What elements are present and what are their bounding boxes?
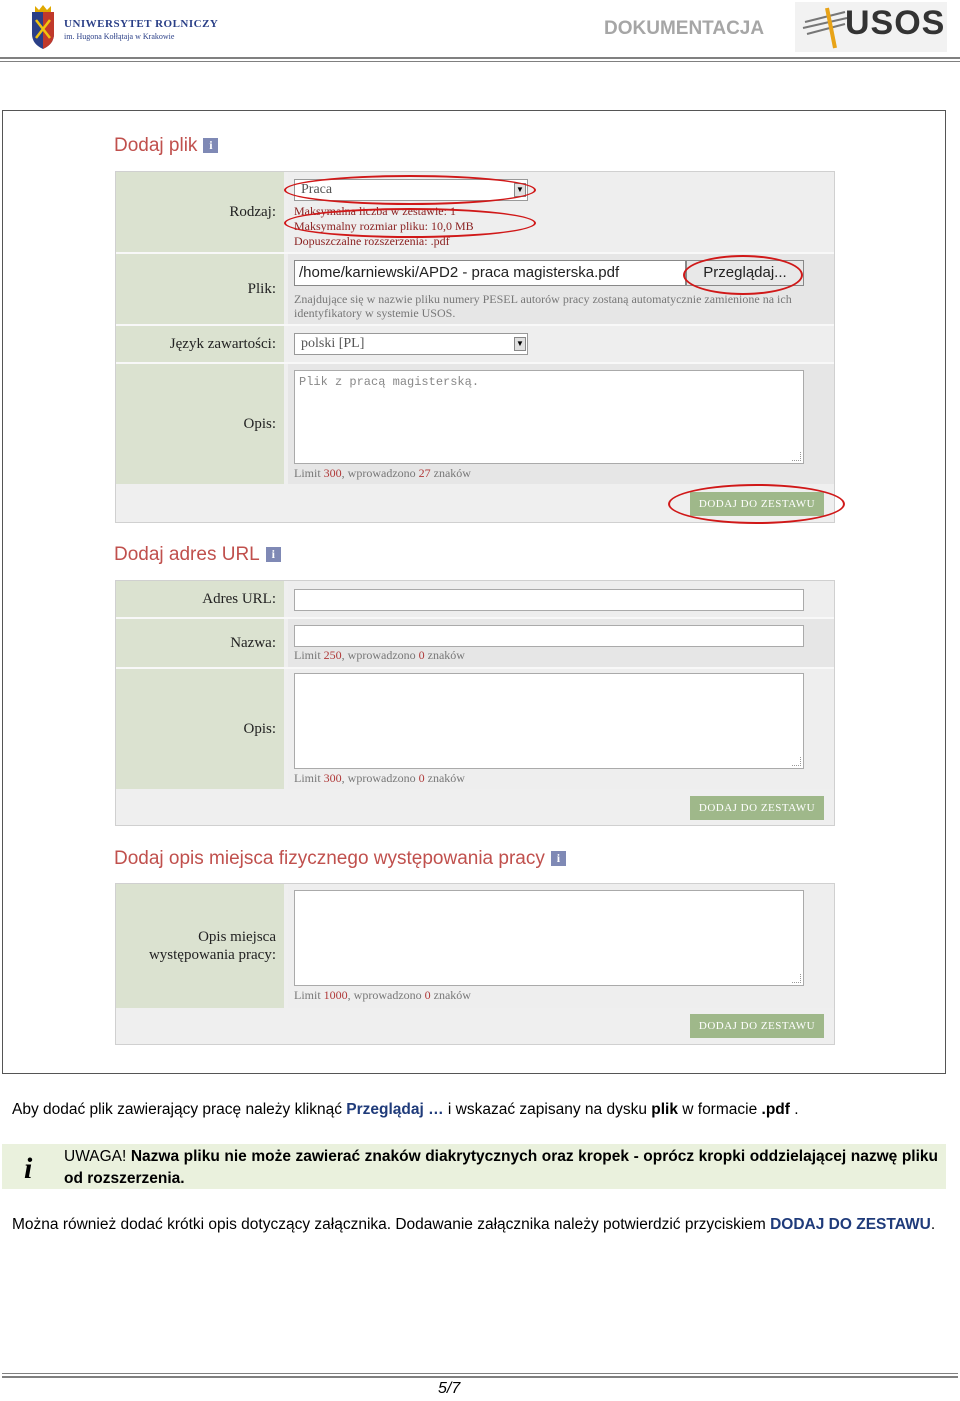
university-subtitle: im. Hugona Kołłątaja w Krakowie (64, 32, 175, 41)
warning-box (2, 1144, 946, 1189)
url-description-textarea[interactable] (294, 673, 804, 769)
usos-swoosh-icon (801, 4, 851, 50)
section-title-text: Dodaj opis miejsca fizycznego występowania pracy (114, 848, 545, 869)
form-row-url (116, 581, 834, 617)
university-logo (28, 4, 218, 52)
description-limit: Limit 300, wprowadzono 27 znaków (294, 466, 471, 480)
highlight-add-button (668, 484, 845, 524)
add-place-form (115, 883, 835, 1045)
footer-rule (2, 1376, 958, 1378)
warning-text: UWAGA! Nazwa pliku nie może zawierać znaków diakrytycznych oraz kropek - oprócz kropki oddzielającej nazwę pliku od rozszerzenia. (64, 1148, 938, 1187)
confirm-paragraph: Można również dodać krótki opis dotyczący załącznika. Dodawanie załącznika należy potwierdzić przyciskiem DODAJ DO ZESTAWU. (12, 1216, 936, 1233)
form-screenshot (2, 110, 946, 1074)
form-row-description (116, 364, 834, 484)
section-title-add-place (114, 848, 566, 870)
highlight-max-size (284, 208, 536, 238)
university-crest-icon (28, 4, 58, 50)
description-textarea[interactable]: Plik z pracą magisterską. (294, 370, 804, 464)
form-row-place-description (116, 884, 834, 1008)
language-select[interactable] (294, 333, 528, 355)
info-icon[interactable]: i (551, 851, 566, 866)
highlight-browse-button (683, 255, 803, 295)
file-label: Plik: (116, 254, 284, 324)
max-count-note: Maksymalna liczba w zestawie: 1 (294, 204, 456, 218)
type-select-value: Praca (301, 182, 333, 197)
highlight-type-select (284, 175, 536, 205)
language-select-value: polski [PL] (301, 336, 365, 351)
section-title-add-url (114, 544, 281, 566)
url-label: Adres URL: (116, 581, 284, 617)
max-size-note: Maksymalny rozmiar pliku: 10,0 MB (294, 219, 474, 233)
browse-button[interactable]: Przeglądaj... (686, 260, 804, 286)
form-row-language (116, 326, 834, 362)
name-input[interactable] (294, 625, 804, 647)
type-label: Rodzaj: (116, 172, 284, 252)
url-description-limit: Limit 300, wprowadzono 0 znaków (294, 771, 465, 785)
chevron-down-icon: ▼ (514, 183, 526, 197)
page-header (0, 0, 960, 62)
allowed-ext-note: Dopuszczalne rozszerzenia: .pdf (294, 234, 450, 248)
file-path-input[interactable]: /home/karniewski/APD2 - praca magisterska.pdf (294, 260, 686, 286)
document-title: DOKUMENTACJA (604, 18, 765, 39)
chevron-down-icon: ▼ (514, 337, 526, 351)
add-url-button[interactable]: DODAJ DO ZESTAWU (690, 796, 824, 820)
place-description-textarea[interactable] (294, 890, 804, 986)
info-icon: i (24, 1152, 33, 1185)
info-icon[interactable]: i (266, 547, 281, 562)
name-limit: Limit 250, wprowadzono 0 znaków (294, 648, 465, 662)
form-row-url-description (116, 669, 834, 789)
place-description-label: Opis miejsca występowania pracy: (116, 884, 284, 1008)
language-label: Język zawartości: (116, 326, 284, 362)
page-number: 5/7 (438, 1380, 461, 1397)
add-place-button[interactable]: DODAJ DO ZESTAWU (690, 1014, 824, 1038)
section-title-text: Dodaj plik (114, 135, 198, 156)
form-row-name (116, 619, 834, 667)
file-hint: Znajdujące się w nazwie pliku numery PESEL autorów pracy zostaną automatycznie zamienione na ich identyfikatory w systemie USOS. (294, 292, 792, 320)
add-file-button[interactable]: DODAJ DO ZESTAWU (690, 492, 824, 516)
usos-logo (795, 2, 947, 52)
header-rule (0, 61, 960, 62)
description-label: Opis: (116, 364, 284, 484)
instruction-paragraph: Aby dodać plik zawierający pracę należy kliknąć Przeglądaj … i wskazać zapisany na dysku plik w formacie .pdf . (12, 1101, 799, 1118)
place-description-limit: Limit 1000, wprowadzono 0 znaków (294, 988, 471, 1002)
info-icon[interactable]: i (203, 138, 218, 153)
section-title-add-file (114, 135, 218, 157)
header-rule (0, 57, 960, 59)
section-title-text: Dodaj adres URL (114, 544, 260, 565)
university-name: UNIWERSYTET ROLNICZY (64, 18, 219, 30)
footer-rule (2, 1373, 958, 1374)
name-label: Nazwa: (116, 619, 284, 667)
url-description-label: Opis: (116, 669, 284, 789)
add-url-form (115, 580, 835, 826)
url-input[interactable] (294, 589, 804, 611)
usos-logo-text: USOS (845, 4, 946, 42)
